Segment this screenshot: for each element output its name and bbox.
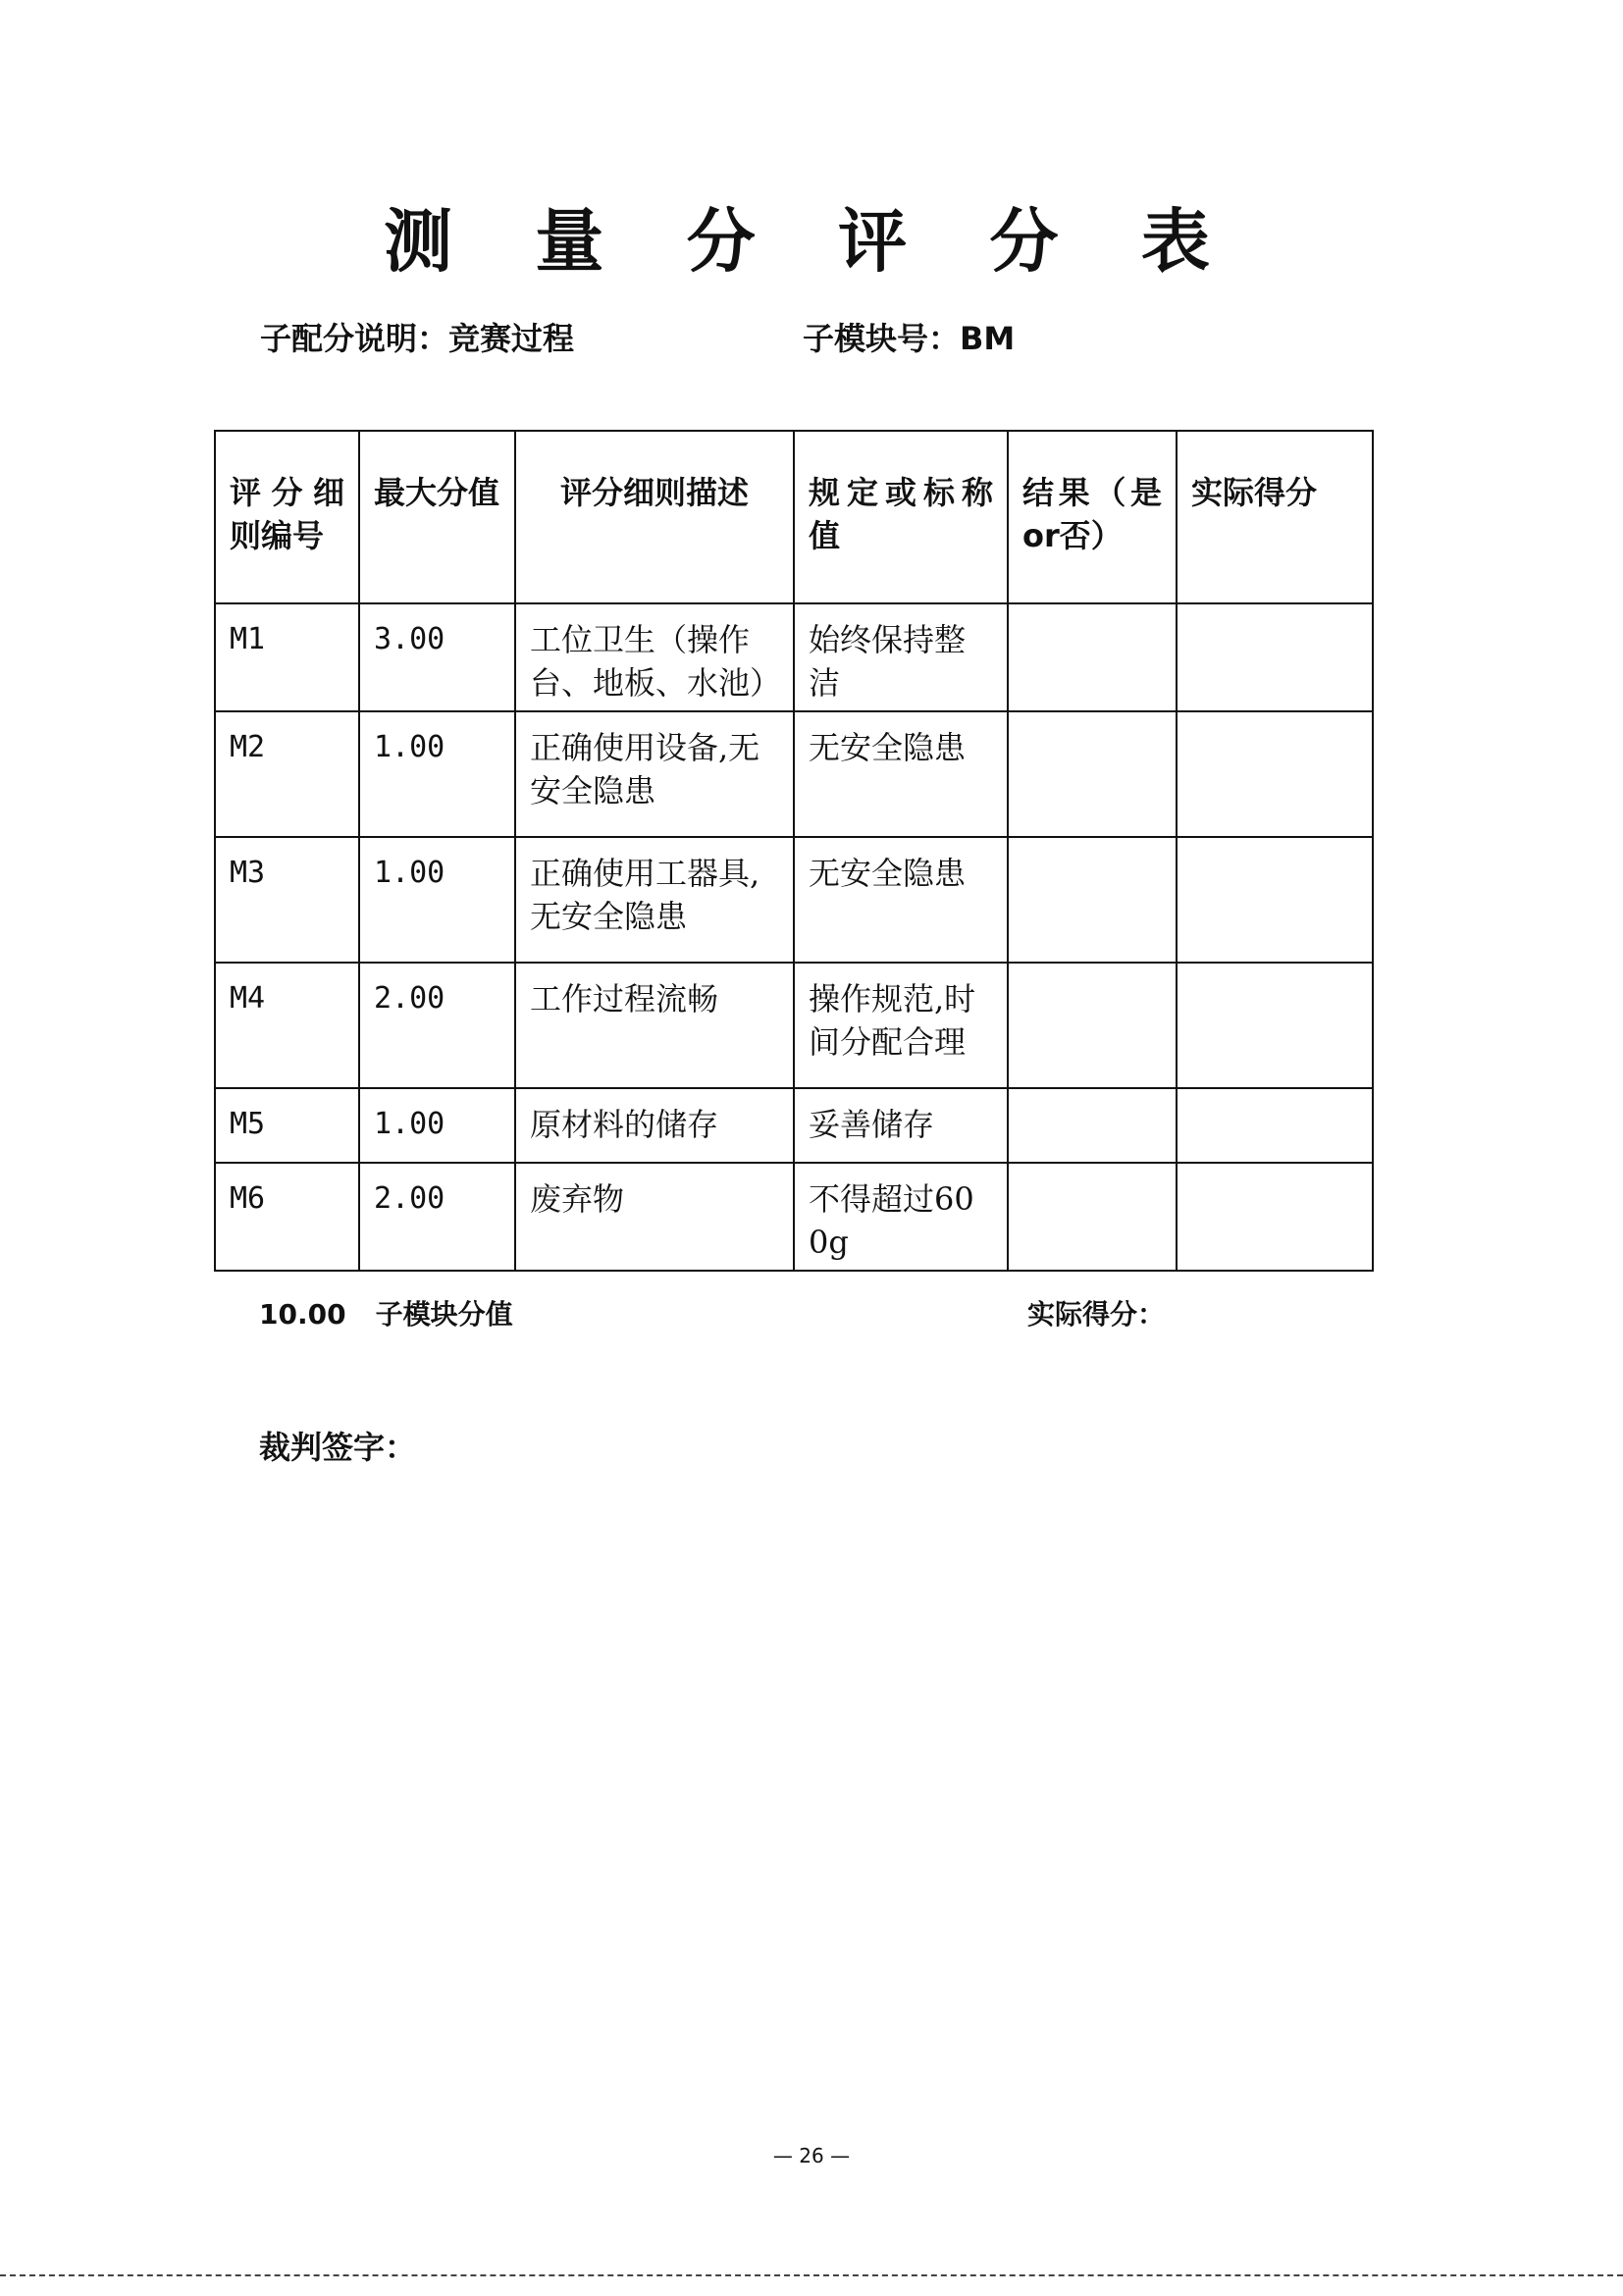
rule-code: M4 [215,963,359,1088]
result-cell[interactable] [1008,711,1177,837]
table-row [215,1163,1373,1271]
result-cell[interactable] [1008,603,1177,711]
result-cell[interactable] [1008,837,1177,963]
rule-description: 正确使用设备,无安全隐患 [515,711,794,837]
actual-score-cell[interactable] [1177,1088,1373,1163]
table-row [215,711,1373,837]
standard-value: 无安全隐患 [794,837,1008,963]
header-max-score: 最大分值 [359,431,515,603]
result-cell[interactable] [1008,963,1177,1088]
result-cell[interactable] [1008,1163,1177,1271]
scoring-table [214,430,1374,1272]
actual-score-cell[interactable] [1177,603,1373,711]
rule-code: M5 [215,1088,359,1163]
header-rule-description: 评分细则描述 [515,431,794,603]
table-row [215,603,1373,711]
actual-score-label: 实际得分： [1027,1298,1166,1331]
actual-score-cell[interactable] [1177,963,1373,1088]
rule-code: M2 [215,711,359,837]
module-total-label: 子模块分值 [375,1298,513,1331]
header-standard-value: 规定或标称值 [794,431,1008,603]
header-rule-code: 评分细则编号 [215,431,359,603]
max-score: 2.00 [359,1163,515,1271]
max-score: 1.00 [359,1088,515,1163]
max-score: 2.00 [359,963,515,1088]
rule-code: M3 [215,837,359,963]
rule-description: 正确使用工器具,无安全隐患 [515,837,794,963]
actual-score-cell[interactable] [1177,837,1373,963]
bottom-divider [0,2274,1623,2276]
max-score: 3.00 [359,603,515,711]
table-row [215,837,1373,963]
header-result: 结果（是or否） [1008,431,1177,603]
module-total [259,1293,513,1332]
sub-module-number: 子模块号：BM [803,320,1016,357]
rule-description: 废弃物 [515,1163,794,1271]
table-row [215,963,1373,1088]
module-total-value: 10.00 [259,1298,346,1331]
sub-score-description: 子配分说明：竞赛过程 [260,320,575,357]
table-header-row [215,431,1373,603]
page-number: — 26 — [772,2144,851,2167]
max-score: 1.00 [359,711,515,837]
result-cell[interactable] [1008,1088,1177,1163]
rule-code: M6 [215,1163,359,1271]
table-row [215,1088,1373,1163]
rule-code: M1 [215,603,359,711]
actual-score-cell[interactable] [1177,1163,1373,1271]
rule-description: 工位卫生（操作台、地板、水池） [515,603,794,711]
max-score: 1.00 [359,837,515,963]
rule-description: 工作过程流畅 [515,963,794,1088]
page-title: 测 量 分 评 分 表 [384,200,1239,282]
standard-value: 无安全隐患 [794,711,1008,837]
standard-value: 操作规范,时间分配合理 [794,963,1008,1088]
standard-value: 妥善储存 [794,1088,1008,1163]
standard-value: 始终保持整洁 [794,603,1008,711]
referee-signature-label: 裁判签字： [259,1429,417,1466]
actual-score-cell[interactable] [1177,711,1373,837]
header-actual-score: 实际得分 [1177,431,1373,603]
standard-value: 不得超过600g [794,1163,1008,1271]
rule-description: 原材料的储存 [515,1088,794,1163]
